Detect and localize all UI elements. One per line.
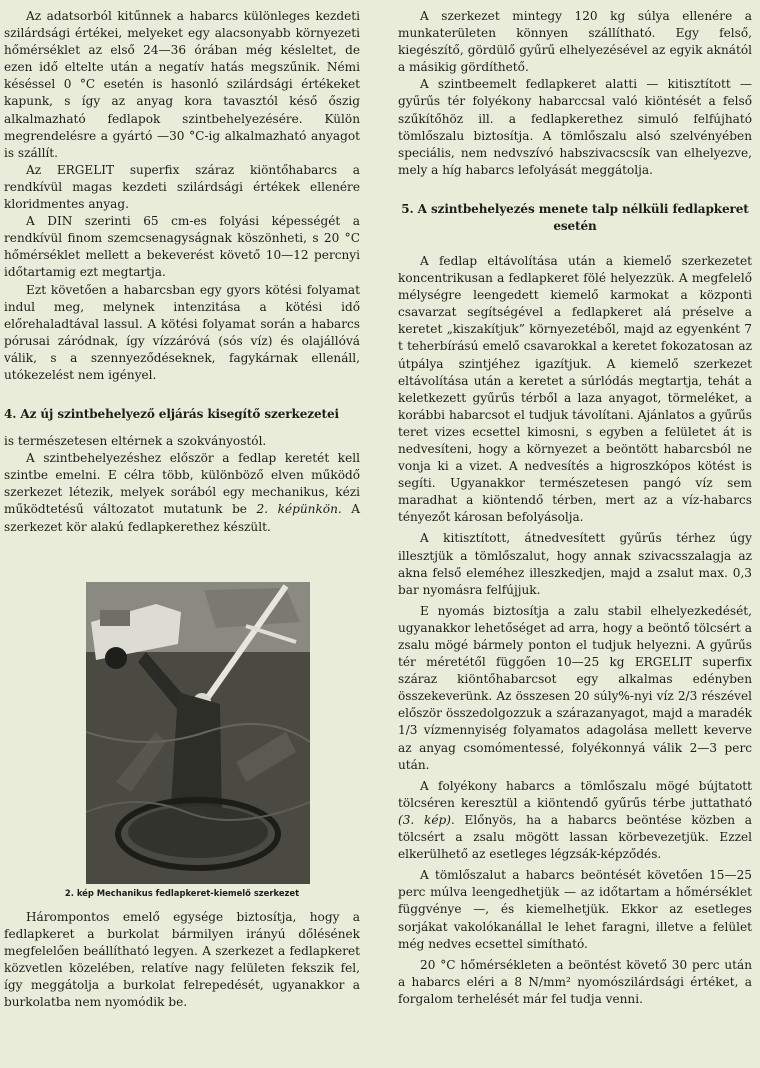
paragraph: E nyomás biztosítja a zalu stabil elhelyezkedését, ugyanakkor lehetőséget ad arra, hogy a beöntő tölcsért a zsalu mögé bármely ponton el tudjuk helyezni. A gyűrűs tér méretétől függően 10—25 kg ERGELIT superfix száraz kiöntőhabarcsot egy alkalmas edényben összekeverünk. Az összesen 20 súly%-nyi víz 2/3 részével először összedolgozzuk a szárazanyagot, majd a maradék 1/3 vízmennyiség folyamatos adagolása mellett keverve az anyag csomómentessé, folyékonnyá válik 2—3 perc után. bbox=[398, 603, 752, 772]
figure-photo bbox=[86, 582, 310, 884]
section-heading: 4. Az új szintbehelyező eljárás kisegítő szerkezetei bbox=[4, 407, 339, 422]
right-column bbox=[398, 8, 752, 1008]
paragraph: A szintbeemelt fedlapkeret alatti — kitisztított — gyűrűs tér folyékony habarccsal való kiöntését a felső szűkítőhöz ill. a fedlapkerethez simuló felfújható tömlőszalu biztosítja. A tömlőszalu alsó szelvényében speciális, nem nedvszívó habszivacscsík van elhelyezve, mely a híg habarcs lefolyását meggátolja. bbox=[398, 77, 752, 177]
paragraph: A fedlap eltávolítása után a kiemelő szerkezetet koncentrikusan a fedlapkeret fölé helyezzük. A megfelelő mélységre leengedett kiemelő karmokat a központi csavarzat segítségével a fedlapkeret alá préselve a keretet „kiszakítjuk” környezetéből, majd az egyenként 7 t teherbírású emelő csavarokkal a keretet fokozatosan az útpálya szintjéhez igazítjuk. A kiemelő szerkezet eltávolítása után a keretet a súrlódás megtartja, tehát a keletkezett gyűrűs térből a laza anyagot, törmeléket, a korábbi habarcsot el tudjuk távolítani. Ajánlatos a gyűrűs teret vizes ecsettel kimosni, s egyben a felületet át is nedvesíteni, hogy a környezet a beöntött habarcsból ne vonja ki a vizet. A nedvesítés a higroszkópos kötést is segíti. Ugyanakkor természetesen pangó víz sem maradhat a kiöntendő térben, mert az a víz-habarcs tényezőt károsan befolyásolja. bbox=[398, 253, 752, 525]
paragraph: is természetesen eltérnek a szokványostól. bbox=[4, 434, 267, 449]
figure-caption: 2. kép Mechanikus fedlapkeret-kiemelő szerkezet bbox=[64, 887, 300, 898]
paragraph: Hárompontos emelő egysége biztosítja, hogy a fedlapkeret a burkolat bármilyen irányú dőlésének megfelelően beállítható legyen. A szerkezet a fedlapkeret közvetlen közelében, relatíve nagy felületen fekszik fel, így meggátolja a burkolat felrepedését, ugyanakkor a burkolatba nem nyomódik be. bbox=[4, 909, 360, 1010]
paragraph bbox=[398, 778, 752, 863]
paragraph: A kitisztított, átnedvesített gyűrűs térhez úgy illesztjük a tömlőszalut, hogy annak szivacsszalagja az akna felső eleméhez illeszkedjen, majd a zsalut max. 0,3 bar nyomásra felfújjuk. bbox=[398, 531, 752, 597]
paragraph: A tömlőszalut a habarcs beöntését követően 15—25 perc múlva leengedhetjük — az időtartam a hőmérséklet függvénye —, és kiemelhetjük. Ekkor az esetleges sorjákat vakolókanállal le lehet faragni, illetve a felület még nedves ecsettel simítható. bbox=[398, 868, 752, 951]
text-run: A szintbehelyezéshez először a fedlap keretét kell szintbe emelni. E célra több, különböző elven működő szerkezet létezik, melyek sorából egy mechanikus, kézi működtetésű változatot mutatunk be bbox=[4, 451, 360, 517]
figure-reference: 2. képünkön. bbox=[256, 502, 342, 517]
paragraph: Az adatsorból kitűnnek a habarcs különleges kezdeti szilárdsági értékei, melyeket egy alacsonyabb környezeti hőmérséklet az első 24—36 órában még késleltet, de ezen idő eltelte után a negatív hatás megszűnik. Némi késéssel 0 °C esetén is hasonló szilárdsági értékeket kapunk, s így az anyag kora tavasztól késő őszig alkalmazható fedlapok szintbehelyezésére. Külön megrendelésre a gyártó —30 °C-ig alkalmazható anyagot is szállít. bbox=[4, 9, 360, 160]
paragraph: Ezt követően a habarcsban egy gyors kötési folyamat indul meg, melynek intenzitása a kötési idő előrehaladtával lassul. A kötési folyamat során a habarcs pórusai záródnak, így vízzáróvá (sós víz) és olajállóvá válik, s a szennyeződéseknek, fagykárnak ellenáll, utókezelést nem igényel. bbox=[4, 282, 360, 382]
figure-reference: (3. kép). bbox=[398, 812, 455, 827]
paragraph: A DIN szerinti 65 cm-es folyási képességét a rendkívül finom szemcsenagyságnak köszönheti, s 20 °C hőmérséklet mellett a bekeverést követő 10—12 percnyi időtartamig ezt megtartja. bbox=[4, 214, 360, 280]
paragraph bbox=[4, 450, 360, 535]
paragraph: A szerkezet mintegy 120 kg súlya ellenére a munkaterületen könnyen szállítható. Egy felső, kiegészítő, gördülő gyűrű elhelyezésével az egyik aknától a másikig gördíthető. bbox=[398, 9, 752, 75]
paragraph: 20 °C hőmérsékleten a beöntést követő 30 perc után a habarcs eléri a 8 N/mm² nyomószilárdsági értéket, a forgalom terhelését már fel tudja venni. bbox=[398, 957, 752, 1006]
section-heading: 5. A szintbehelyezés menete talp nélküli fedlapkeret esetén bbox=[401, 201, 749, 233]
text-run: A folyékony habarcs a tömlőszalu mögé bújtatott tölcséren keresztül a kiöntendő gyűrűs térbe juttatható bbox=[398, 778, 752, 810]
text-run: A szerkezet kör alakú fedlapkerethez készült. bbox=[4, 502, 361, 534]
text-run: Előnyös, ha a habarcs beöntése közben a tölcsért a zsalu mögött lassan körbevezetjük. Ezzel elkerülhető az esetleges légzsák-képződés. bbox=[398, 812, 752, 862]
left-column bbox=[4, 8, 360, 1011]
paragraph: Az ERGELIT superfix száraz kiöntőhabarcs a rendkívül magas kezdeti szilárdsági értékek ellenére kloridmentes anyag. bbox=[4, 162, 360, 212]
